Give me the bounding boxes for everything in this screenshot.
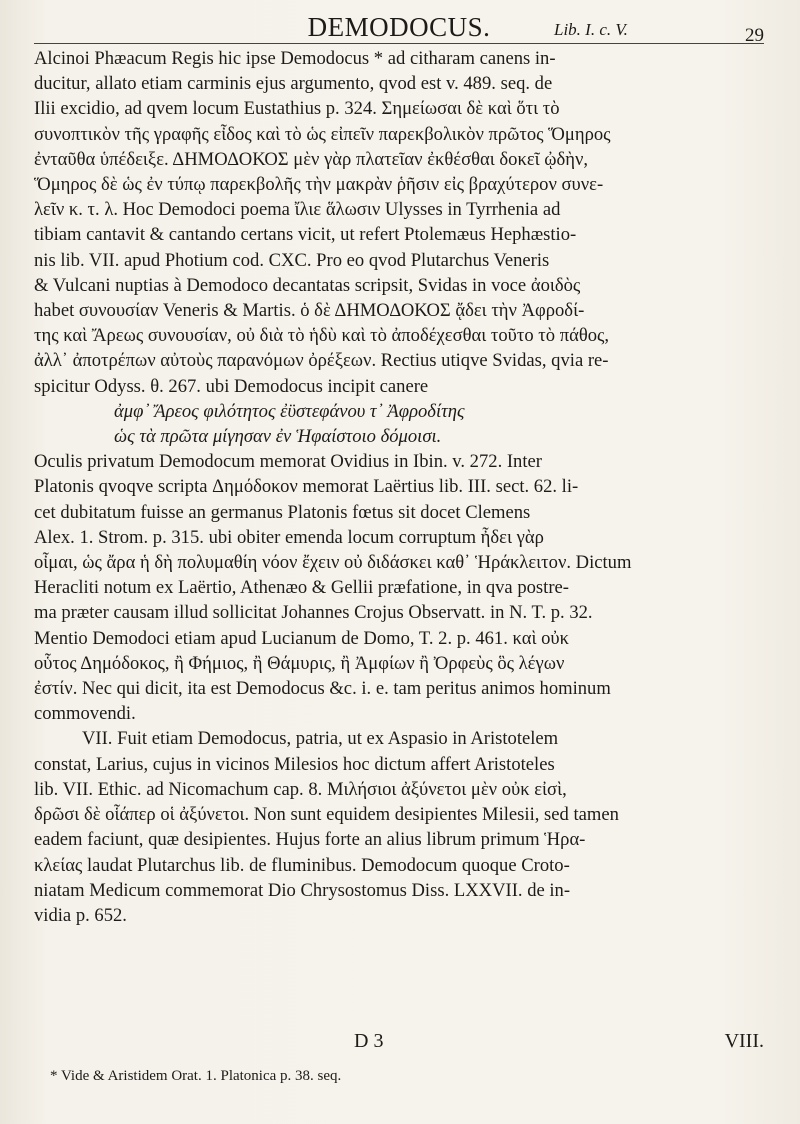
text-line: Platonis qvoqve scripta Δημόδοκον memorat Laërtius lib. III. sect. 62. li-	[34, 476, 579, 498]
text-line: Alcinoi Phæacum Regis hic ipse Demodocus * ad citharam canens in-	[34, 48, 556, 69]
text-line: habet συνουσίαν Veneris & Martis. ὁ δὲ ΔΗΜΟΔΟΚΟΣ ᾄδει τὴν Ἀφροδί-	[34, 300, 585, 322]
text-line: της καὶ Ἄρεως συνουσίαν, οὐ διὰ τὸ ἡδὺ καὶ τὸ ἀποδέχεσθαι τοῦτο τὸ πάθος,	[34, 325, 610, 347]
page-number: 29	[745, 25, 764, 46]
text-line: lib. VII. Ethic. ad Nicomachum cap. 8. Μιλήσιοι ἀξύνετοι μὲν οὐκ εἰσὶ,	[34, 778, 567, 800]
text-line: constat, Larius, cujus in vicinos Milesios hoc dictum affert Aristoteles	[34, 753, 555, 775]
text-line: λεῖν κ. τ. λ. Hoc Demodoci poema ἴλιε ἅλωσιν Ulysses in Tyrrhenia ad	[34, 199, 561, 221]
text-line: οἶμαι, ὡς ἄρα ἡ δὴ πολυμαθίη νόον ἔχειν οὐ διδάσκει καθ᾽ Ἡράκλειτον. Dictum	[34, 552, 632, 574]
text-line: ἐστίν. Nec qui dicit, ita est Demodocus &c. i. e. tam peritus animos hominum	[34, 678, 611, 700]
header-rule	[34, 43, 764, 44]
book-chapter-reference: Lib. I. c. V.	[554, 20, 628, 39]
text-line: ἀλλ᾽ ἀποτρέπων αὐτοὺς παρανόμων ὀρέξεων. Rectius utiqve Svidas, qvia re-	[34, 350, 609, 372]
text-line: & Vulcani nuptias à Demodoco decantatas scripsit, Svidas in voce ἀοιδὸς	[34, 274, 581, 296]
section-heading-line: VII. Fuit etiam Demodocus, patria, ut ex Aspasio in Aristotelem	[82, 728, 559, 750]
text-line: ducitur, allato etiam carminis ejus argumento, qvod est v. 489. seq. de	[34, 73, 553, 95]
text-line: cet dubitatum fuisse an germanus Platonis fœtus sit docet Clemens	[34, 501, 531, 523]
text-line: Oculis privatum Demodocum memorat Ovidius in Ibin. v. 272. Inter	[34, 451, 542, 473]
text-line: niatam Medicum commemorat Dio Chrysostomus Diss. LXXVII. de in-	[34, 879, 571, 901]
text-line: κλείας laudat Plutarchus lib. de fluminibus. Demodocum quoque Croto-	[34, 854, 570, 876]
text-line: spicitur Odyss. θ. 267. ubi Demodocus incipit canere	[34, 375, 429, 397]
body-text	[34, 46, 764, 928]
text-line: eadem faciunt, quæ desipientes. Hujus forte an alius librum primum Ἡρα-	[34, 829, 586, 851]
text-line: ma præter causam illud sollicitat Johannes Crojus Observatt. in N. T. p. 32.	[34, 602, 593, 624]
catchword: VIII.	[724, 1030, 764, 1052]
signature-mark: D 3	[354, 1030, 384, 1052]
text-line: commovendi.	[34, 703, 136, 725]
text-line: ἐνταῦθα ὑπέδειξε. ΔΗΜΟΔΟΚΟΣ μὲν γὰρ πλατεῖαν ἐκθέσθαι δοκεῖ ᾠδὴν,	[34, 148, 589, 170]
text-line: δρῶσι δὲ οἷάπερ οἱ ἀξύνετοι. Non sunt equidem desipientes Milesii, sed tamen	[34, 804, 619, 826]
text-line: tibiam cantavit & cantando certans vicit, ut refert Ptolemæus Hephæstio-	[34, 224, 577, 246]
text-line: nis lib. VII. apud Photium cod. CXC. Pro eo qvod Plutarchus Veneris	[34, 249, 550, 271]
verse-line: ὡς τὰ πρῶτα μίγησαν ἐν Ἡφαίστοιο δόμοισι.	[114, 426, 442, 448]
page-header	[34, 8, 764, 48]
text-line: οὗτος Δημόδοκος, ἢ Φήμιος, ἢ Θάμυρις, ἢ Ἀμφίων ἢ Ὀρφεὺς ὃς λέγων	[34, 652, 565, 674]
text-line: Heracliti notum ex Laërtio, Athenæo & Gellii præfatione, in qva postre-	[34, 577, 569, 599]
running-title: DEMODOCUS.	[307, 12, 491, 42]
text-line: Ilii excidio, ad qvem locum Eustathius p. 324. Σημείωσαι δὲ καὶ ὅτι τὸ	[34, 98, 560, 120]
footnote: * Vide & Aristidem Orat. 1. Platonica p. 38. seq.	[50, 1068, 342, 1084]
text-line: Alex. 1. Strom. p. 315. ubi obiter emenda locum corruptum ἦδει γὰρ	[34, 526, 544, 548]
text-line: vidia p. 652.	[34, 904, 127, 926]
text-line: συνοπτικὸν τῆς γραφῆς εἶδος καὶ τὸ ὡς εἰπεῖν παρεκβολικὸν πρῶτος Ὅμηρος	[34, 123, 611, 145]
text-line: Mentio Demodoci etiam apud Lucianum de Domo, T. 2. p. 461. καὶ οὐκ	[34, 627, 569, 649]
verse-line: ἀμφ᾽ Ἄρεος φιλότητος ἐϋστεφάνου τ᾽ Ἀφροδίτης	[114, 400, 465, 422]
text-line: Ὅμηρος δὲ ὡς ἐν τύπῳ παρεκβολῆς τὴν μακρὰν ῥῆσιν εἰς βραχύτερον συνε-	[34, 174, 604, 196]
